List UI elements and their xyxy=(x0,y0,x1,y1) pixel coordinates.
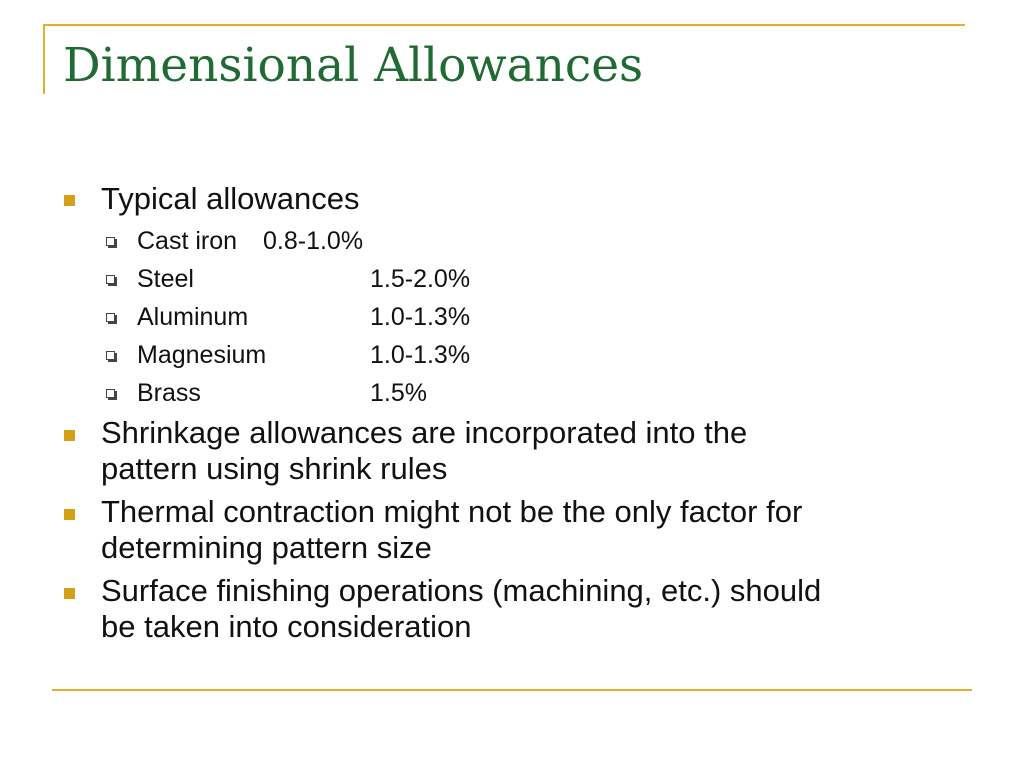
hollow-square-bullet-icon xyxy=(106,275,115,284)
hollow-square-bullet-icon xyxy=(106,389,115,398)
allowance-material: Steel xyxy=(137,265,194,293)
allowance-material: Brass xyxy=(137,379,201,407)
allowance-value: 0.8-1.0% xyxy=(263,227,364,255)
allowance-value: 1.5-2.0% xyxy=(370,265,471,293)
allowance-value: 1.0-1.3% xyxy=(370,303,471,331)
allowance-material: Magnesium xyxy=(137,341,267,369)
bullet-surface-line-2: be taken into consideration xyxy=(101,609,472,644)
hollow-square-bullet-icon xyxy=(106,313,115,322)
allowance-value: 1.5% xyxy=(370,379,427,407)
bullet-shrinkage-line-2: pattern using shrink rules xyxy=(101,451,448,486)
bullet-thermal-line-2: determining pattern size xyxy=(101,530,432,565)
square-bullet-icon xyxy=(64,509,75,520)
square-bullet-icon xyxy=(64,588,75,599)
square-bullet-icon xyxy=(64,195,75,206)
allowance-material: Cast iron xyxy=(137,227,238,255)
bullet-thermal-line-1: Thermal contraction might not be the only factor for xyxy=(101,494,803,529)
bullet-surface-line-1: Surface finishing operations (machining, etc.) should xyxy=(101,573,822,608)
allowance-value: 1.0-1.3% xyxy=(370,341,471,369)
allowance-material: Aluminum xyxy=(137,303,249,331)
hollow-square-bullet-icon xyxy=(106,351,115,360)
slide-title: Dimensional Allowances xyxy=(63,38,644,93)
bullet-shrinkage-line-1: Shrinkage allowances are incorporated into the xyxy=(101,415,748,450)
hollow-square-bullet-icon xyxy=(106,237,115,246)
bullet-typical-allowances: Typical allowances xyxy=(101,181,360,216)
square-bullet-icon xyxy=(64,430,75,441)
frame-bottom-rule xyxy=(52,689,972,691)
